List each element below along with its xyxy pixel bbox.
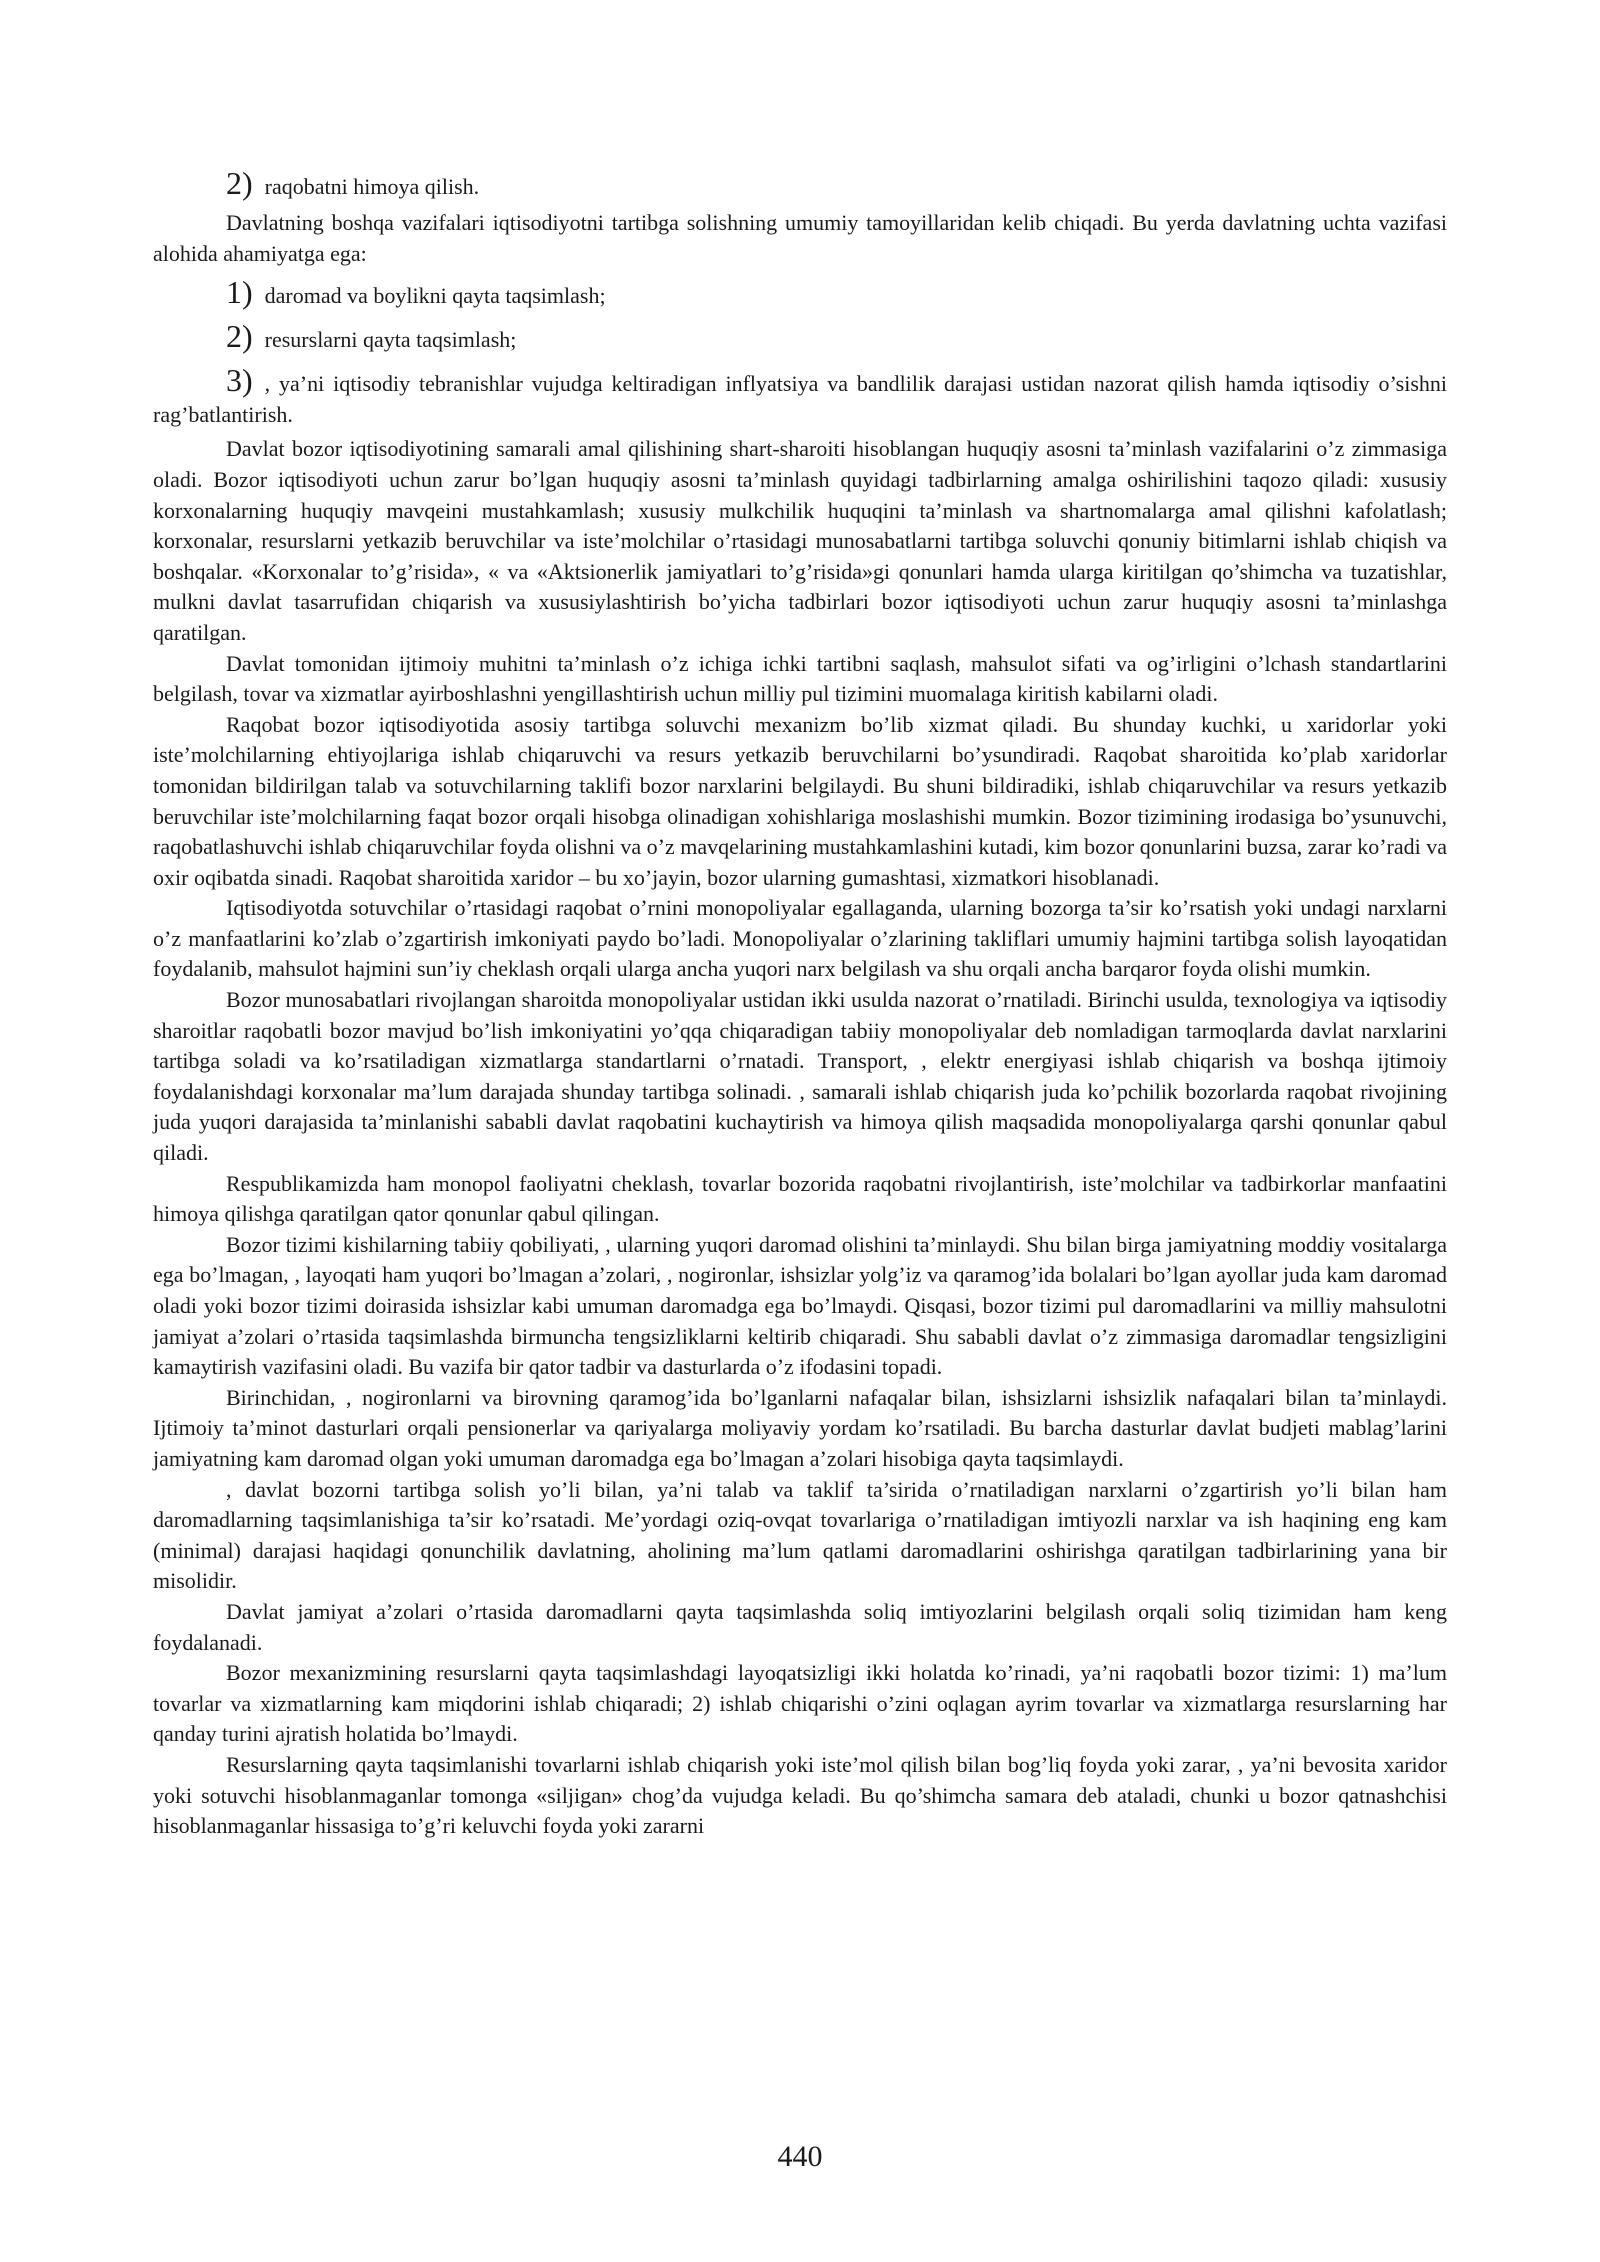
paragraph: Iqtisodiyotda sotuvchilar o’rtasidagi raqobat o’rnini monopoliyalar egallaganda, ularning bozorga ta’sir ko’rsatish yoki undagi narxlarni o’z manfaatlarini ko’zlab o’zgartirish imkoniyati paydo bo’ladi. Monopoliyalar o’zlarining takliflari umumiy hajmini tartibga solish layoqatidan foydalanib, mahsulot hajmini sun’iy cheklash orqali ularga ancha yuqori narx belgilash va shu orqali ancha barqaror foyda olishi mumkin. <box>153 895 1447 982</box>
paragraph: Davlatning boshqa vazifalari iqtisodiyotni tartibga solishning umumiy tamoyillaridan kelib chiqadi. Bu yerda davlatning uchta vazifasi alohida ahamiyatga ega: <box>153 210 1447 266</box>
list-item <box>153 275 1447 313</box>
paragraph: Davlat bozor iqtisodiyotining samarali amal qilishining shart-sharoiti hisoblangan huquqiy asosni ta’minlash vazifalarini o’z zimmasiga oladi. Bozor iqtisodiyoti uchun zarur bo’lgan huquqiy asosni ta’minlash quyidagi tadbirlarning amalga oshirilishini taqozo qiladi: xususiy korxonalarning huquqiy mavqeini mustahkamlash; xususiy mulkchilik huquqini ta’minlash va shartnomalarga amal qilishni kafolatlash; korxonalar, resurslarni yetkazib beruvchilar va iste’molchilar o’rtasidagi munosabatlarni tartibga soluvchi qonuniy bitimlarni ishlab chiqish va boshqalar. «Korxonalar to’g’risida», « va «Aktsionerlik jamiyatlari to’g’risida»gi qonunlari hamda ularga kiritilgan qo’shimcha va tuzatishlar, mulkni davlat tasarrufidan chiqarish va xususiylashtirish bo’yicha tadbirlari bozor iqtisodiyoti uchun zarur huquqiy asosni ta’minlashga qaratilgan. <box>153 436 1447 645</box>
page-number: 440 <box>777 2140 823 2173</box>
paragraph: Davlat jamiyat a’zolari o’rtasida daromadlarni qayta taqsimlashda soliq imtiyozlarini belgilash orqali soliq tizimidan ham keng foydalanadi. <box>153 1598 1447 1655</box>
list-text: , ya’ni iqtisodiy tebranishlar vujudga keltiradigan inflyatsiya va bandlilik darajasi ustidan nazorat qilish hamda iqtisodiy o’sishni rag’batlantirish. <box>153 371 1447 427</box>
list-text: resurslarni qayta taqsimlash; <box>264 327 517 353</box>
paragraph: Bozor munosabatlari rivojlangan sharoitda monopoliyalar ustidan ikki usulda nazorat o’rnatiladi. Birinchi usulda, texnologiya va iqtisodiy sharoitlar raqobatli bozor mavjud bo’lish imkoniyatini yo’qqa chiqaradigan tabiiy monopoliyalar deb nomladigan tarmoqlarda davlat narxlarini tartibga soladi va ko’rsatiladigan xizmatlarga standartlarni o’rnatadi. Transport, , elektr energiyasi ishlab chiqarish va boshqa ijtimoiy foydalanishdagi korxonalar ma’lum darajada shunday tartibga solinadi. , samarali ishlab chiqarish juda ko’pchilik bozorlarda raqobat rivojining juda yuqori darajasida ta’minlanishi sababli davlat raqobatini kuchaytirish va himoya qilish maqsadida monopoliyalarga qarshi qonunlar qabul qiladi. <box>153 987 1447 1166</box>
paragraph: Bozor tizimi kishilarning tabiiy qobiliyati, , ularning yuqori daromad olishini ta’minlaydi. Shu bilan birga jamiyatning moddiy vositalarga ega bo’lmagan, , layoqati ham yuqori bo’lmagan a’zolari, , nogironlar, ishsizlar yolg’iz va qaramog’ida bolalari bo’lgan ayollar juda kam daromad oladi yoki bozor tizimi doirasida ishsizlar kabi umuman daromadga ega bo’lmaydi. Qisqasi, bozor tizimi pul daromadlarini va milliy mahsulotni jamiyat a’zolari o’rtasida taqsimlashda birmuncha tengsizliklarni keltirib chiqaradi. Shu sababli davlat o’z zimmasiga daromadlar tengsizligini kamaytirish vazifasini oladi. Bu vazifa bir qator tadbir va dasturlarda o’z ifodasini topadi. <box>153 1231 1447 1380</box>
list-number: 3) <box>226 362 253 399</box>
paragraph: Bozor mexanizmining resurslarni qayta taqsimlashdagi layoqatsizligi ikki holatda ko’rinadi, ya’ni raqobatli bozor tizimi: 1) ma’lum tovarlar va xizmatlarning kam miqdorini ishlab chiqaradi; 2) ishlab chiqarishi o’zini oqlagan ayrim tovarlar va xizmatlarga resurslarning har qanday turini ajratish holatida bo’lmaydi. <box>153 1660 1447 1747</box>
paragraph: Resurslarning qayta taqsimlanishi tovarlarni ishlab chiqarish yoki iste’mol qilish bilan bog’liq foyda yoki zarar, , ya’ni bevosita xaridor yoki sotuvchi hisoblanmaganlar tomonga «siljigan» chog’da vujudga keladi. Bu qo’shimcha samara deb ataladi, chunki u bozor qatnashchisi hisoblanmaganlar hissasiga to’g’ri keluvchi foyda yoki zararni <box>153 1751 1447 1839</box>
list-number: 2) <box>226 318 253 355</box>
list-item <box>153 166 1447 204</box>
paragraph: Birinchidan, , nogironlarni va birovning qaramog’ida bo’lganlarni nafaqalar bilan, ishsizlarni ishsizlik nafaqalari bilan ta’minlaydi. Ijtimoiy ta’minot dasturlari orqali pensionerlar va qariyalarga moliyaviy yordam ko’rsatiladi. Bu barcha dasturlar davlat budjeti mablag’larini jamiyatning kam daromad olgan yoki umuman daromadga ega bo’lmagan a’zolari hisobiga qayta taqsimlaydi. <box>153 1384 1447 1471</box>
list-number: 2) <box>226 165 253 201</box>
paragraph: Davlat tomonidan ijtimoiy muhitni ta’minlash o’z ichiga ichki tartibni saqlash, mahsulot sifati va og’irligini o’lchash standartlarini belgilash, tovar va xizmatlar ayirboshlashni yengillashtirish uchun milliy pul tizimini muomalaga kiritish kabilarni oladi. <box>153 650 1447 707</box>
list-item <box>153 319 1447 357</box>
paragraph: Raqobat bozor iqtisodiyotida asosiy tartibga soluvchi mexanizm bo’lib xizmat qiladi. Bu shunday kuchki, u xaridorlar yoki iste’molchilarning ehtiyojlariga ishlab chiqaruvchi va resurs yetkazib beruvchilarni bo’ysundiradi. Raqobat sharoitida ko’plab xaridorlar tomonidan bildirilgan talab va sotuvchilarning taklifi bozor narxlarini belgilaydi. Bu shuni bildiradiki, ishlab chiqaruvchilar va resurs yetkazib beruvchilar iste’molchilarning faqat bozor orqali hisobga olinadigan xohishlariga moslashishi mumkin. Bozor tizimining irodasiga bo’ysunuvchi, raqobatlashuvchi ishlab chiqaruvchilar foyda olishni va o’z mavqelarining mustahkamlashini kutadi, kim bozor qonunlarini buzsa, zarar ko’radi va oxir oqibatda sinadi. Raqobat sharoitida xaridor – bu xo’jayin, bozor ularning gumashtasi, xizmatkori hisoblanadi. <box>153 711 1447 890</box>
paragraph: Respublikamizda ham monopol faoliyatni cheklash, tovarlar bozorida raqobatni rivojlantirish, iste’molchilar va tadbirkorlar manfaatini himoya qilishga qaratilgan qator qonunlar qabul qilingan. <box>153 1170 1447 1227</box>
list-item <box>153 363 1447 430</box>
list-number: 1) <box>226 274 253 311</box>
paragraph: , davlat bozorni tartibga solish yo’li bilan, ya’ni talab va taklif ta’sirida o’rnatiladigan narxlarni o’zgartirish yo’li bilan ham daromadlarning taqsimlanishiga ta’sir ko’rsatadi. Me’yordagi oziq-ovqat tovarlariga o’rnatiladigan imtiyozli narxlar va ish haqining eng kam (minimal) darajasi haqidagi qonunchilik davlatning, aholining ma’lum qatlami daromadlarini oshirishga qaratilgan tadbirlarining yana bir misolidir. <box>153 1476 1447 1594</box>
list-text: daromad va boylikni qayta taqsimlash; <box>264 283 606 309</box>
list-text: raqobatni himoya qilish. <box>264 174 480 199</box>
body-text <box>153 160 1447 1842</box>
